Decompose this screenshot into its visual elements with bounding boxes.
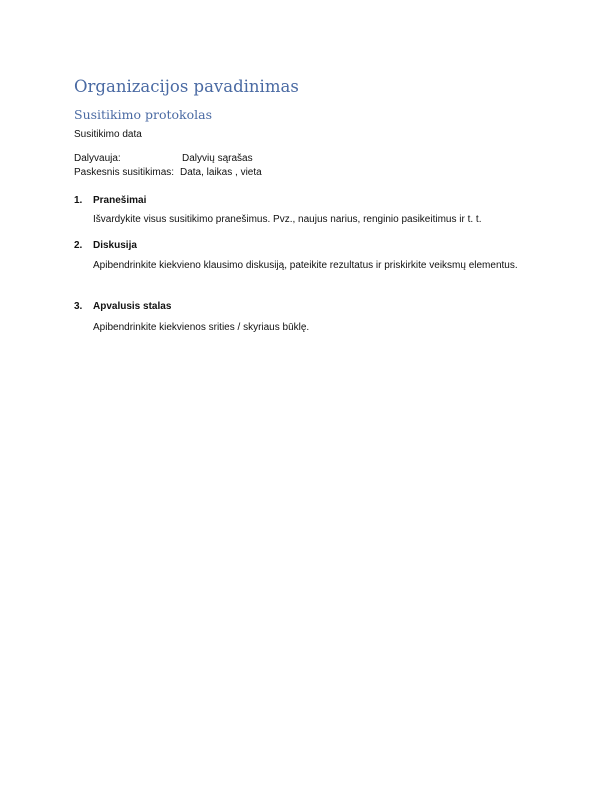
section-heading-discussion xyxy=(74,240,137,251)
section-number: 3. xyxy=(74,301,83,312)
section-body-announcements: Išvardykite visus susitikimo pranešimus. Pvz., naujus narius, renginio pasikeitimus ir t. t. xyxy=(93,214,482,225)
section-title: Apvalusis stalas xyxy=(93,301,172,312)
next-meeting-value: Data, laikas , vieta xyxy=(180,167,262,178)
attendees-label: Dalyvauja: xyxy=(74,153,121,164)
section-number: 1. xyxy=(74,195,83,206)
next-meeting-label: Paskesnis susitikimas: xyxy=(74,167,175,178)
section-body-roundtable: Apibendrinkite kiekvienos srities / skyriaus būklę. xyxy=(93,322,310,333)
section-heading-announcements xyxy=(74,195,146,206)
section-heading-roundtable xyxy=(74,301,171,312)
section-title: Pranešimai xyxy=(93,195,147,206)
section-number: 2. xyxy=(74,240,83,251)
attendees-value: Dalyvių sąrašas xyxy=(182,153,253,164)
document-subtitle: Susitikimo protokolas xyxy=(74,107,212,122)
meeting-date: Susitikimo data xyxy=(74,129,142,140)
section-title: Diskusija xyxy=(93,240,137,251)
section-body-discussion: Apibendrinkite kiekvieno klausimo diskusiją, pateikite rezultatus ir priskirkite veiksmų elementus. xyxy=(93,260,518,271)
organization-name: Organizacijos pavadinimas xyxy=(74,77,299,96)
